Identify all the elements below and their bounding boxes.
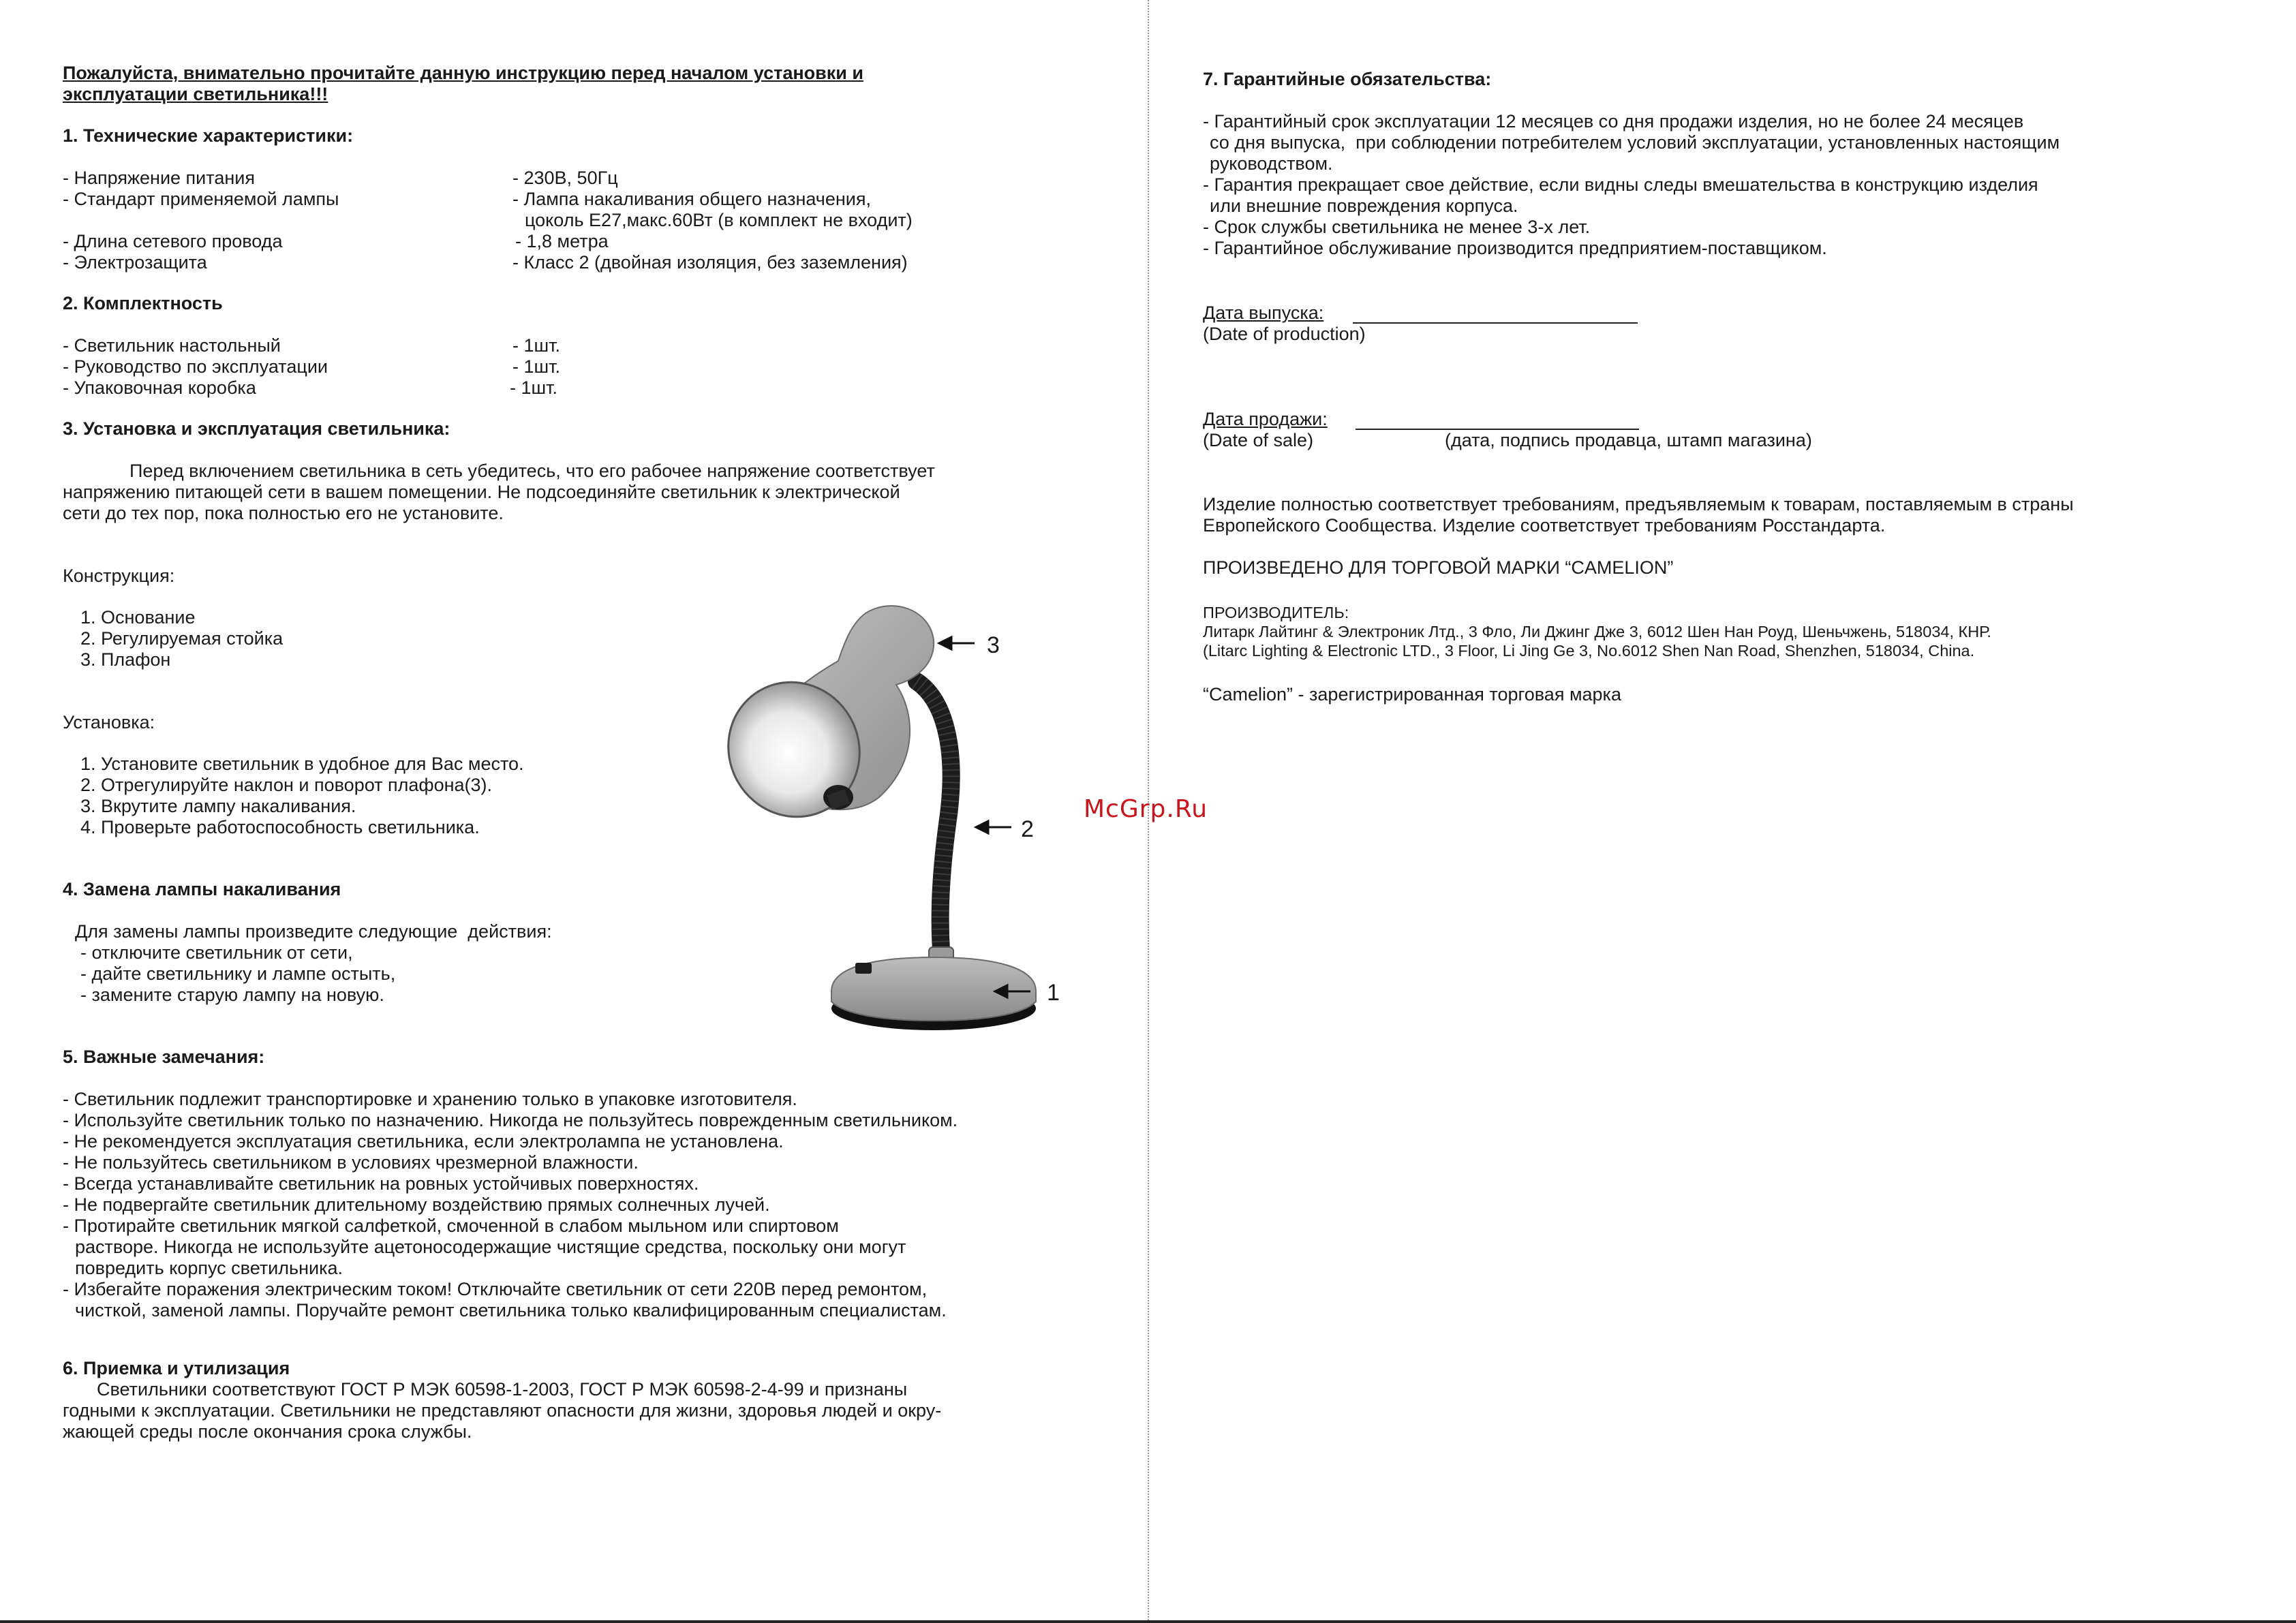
lamp-neck [917, 681, 951, 961]
s4-line: - дайте светильнику и лампе остыть, [80, 963, 396, 984]
s7-line: - Гарантийное обслуживание производится предприятием-поставщиком. [1203, 238, 1827, 258]
section-6-title: 6. Приемка и утилизация [63, 1358, 290, 1378]
s5-line: - Не пользуйтесь светильником в условиях чрезмерной влажности. [63, 1152, 639, 1173]
construction-item: 3. Плафон [80, 649, 171, 670]
s5-line: чисткой, заменой лампы. Поручайте ремонт светильника только квалифицированным специалистам. [75, 1300, 947, 1320]
s7-line: - Гарантия прекращает свое действие, если видны следы вмешательства в конструкцию изделия [1203, 174, 2038, 195]
compliance-line: Изделие полностью соответствует требованиям, предъявляемым к товарам, поставляемым в страны [1203, 494, 2074, 514]
manufacturer-label: ПРОИЗВОДИТЕЛЬ: [1203, 604, 1349, 621]
figure-label-base: 1 [1047, 980, 1060, 1006]
s4-line: - отключите светильник от сети, [80, 942, 353, 963]
install-item: 1. Установите светильник в удобное для Вас место. [80, 754, 524, 774]
figure-label-shade: 3 [987, 632, 1000, 658]
section-5-title: 5. Важные замечания: [63, 1047, 265, 1067]
production-date-en: (Date of production) [1203, 324, 1366, 344]
construction-item: 2. Регулируемая стойка [80, 628, 284, 649]
s6-line: годными к эксплуатации. Светильники не представляют опасности для жизни, здоровья людей и окру- [63, 1400, 942, 1421]
construction-item: 1. Основание [80, 607, 196, 628]
manufacturer-ru: Литарк Лайтинг & Электроник Лтд., 3 Фло, Ли Джинг Дже 3, 6012 Шен Нан Роуд, Шеньчжень, 518034, КНР. [1203, 623, 1991, 640]
spec-value: - Класс 2 (двойная изоляция, без заземления) [512, 252, 908, 273]
spec-value: - Лампа накаливания общего назначения, [512, 189, 871, 209]
s7-line: или внешние повреждения корпуса. [1210, 196, 1518, 216]
figure-label-stand: 2 [1021, 816, 1034, 842]
install-item: 4. Проверьте работоспособность светильника. [80, 817, 480, 837]
s7-line: - Срок службы светильника не менее 3-х лет. [1203, 217, 1591, 237]
s4-line: Для замены лампы произведите следующие действия: [75, 921, 552, 942]
install-item: 2. Отрегулируйте наклон и поворот плафона(3). [80, 775, 493, 795]
bottom-edge-rule [0, 1620, 2296, 1623]
s5-line: - Не подвергайте светильник длительному воздействию прямых солнечных лучей. [63, 1194, 770, 1215]
s3-para-line: напряжению питающей сети в вашем помещении. Не подсоединяйте светильник к электрической [63, 482, 900, 502]
production-date-line [1353, 322, 1638, 324]
s7-line: руководством. [1210, 153, 1333, 174]
spec-value: - 1,8 метра [515, 231, 609, 251]
sale-date-label: Дата продажи: [1203, 409, 1328, 429]
s4-line: - замените старую лампу на новую. [80, 985, 384, 1005]
s3-para-line: сети до тех пор, пока полностью его не установите. [63, 503, 504, 523]
spec-label: - Напряжение питания [63, 168, 255, 188]
s5-line: - Протирайте светильник мягкой салфеткой, смоченной в слабом мыльном или спиртовом [63, 1216, 839, 1236]
brand-line: ПРОИЗВЕДЕНО ДЛЯ ТОРГОВОЙ МАРКИ “CAMELION” [1203, 557, 1674, 578]
lamp-switch [855, 963, 872, 974]
construction-label: Конструкция: [63, 566, 175, 586]
section-7-title: 7. Гарантийные обязательства: [1203, 69, 1492, 89]
section-1-title: 1. Технические характеристики: [63, 125, 354, 146]
install-label: Установка: [63, 712, 155, 732]
spec-value: - 230В, 50Гц [512, 168, 618, 188]
s5-line: повредить корпус светильника. [75, 1258, 343, 1278]
manufacturer-en: (Litarc Lighting & Electronic LTD., 3 Floor, Li Jing Ge 3, No.6012 Shen Nan Road, Shenzhen, 518034, China. [1203, 642, 1975, 660]
s5-line: - Используйте светильник только по назначению. Никогда не пользуйтесь поврежденным светильником. [63, 1110, 958, 1130]
kit-value: - 1шт. [510, 377, 558, 398]
kit-label: - Руководство по эксплуатации [63, 356, 328, 377]
section-2-title: 2. Комплектность [63, 293, 223, 313]
sale-date-note: (дата, подпись продавца, штамп магазина) [1445, 430, 1812, 450]
s6-line: Светильники соответствуют ГОСТ Р МЭК 60598-1-2003, ГОСТ Р МЭК 60598-2-4-99 и признаны [97, 1379, 908, 1400]
s5-line: - Всегда устанавливайте светильник на ровных устойчивых поверхностях. [63, 1173, 699, 1194]
kit-label: - Упаковочная коробка [63, 377, 256, 398]
intro-line-2: эксплуатации светильника!!! [63, 84, 328, 104]
trademark-line: “Camelion” - зарегистрированная торговая марка [1203, 684, 1621, 705]
s3-para-line: Перед включением светильника в сеть убедитесь, что его рабочее напряжение соответствует [129, 461, 935, 481]
s7-line: - Гарантийный срок эксплуатации 12 месяцев со дня продажи изделия, но не более 24 месяцев [1203, 111, 2024, 132]
s5-line: - Не рекомендуется эксплуатация светильника, если электролампа не установлена. [63, 1131, 784, 1151]
section-4-title: 4. Замена лампы накаливания [63, 879, 341, 899]
kit-label: - Светильник настольный [63, 335, 281, 356]
spec-label: - Стандарт применяемой лампы [63, 189, 339, 209]
intro-line-1: Пожалуйста, внимательно прочитайте данную инструкцию перед началом установки и [63, 63, 863, 83]
s7-line: со дня выпуска, при соблюдении потребителем условий эксплуатации, установленных настоящим [1210, 132, 2060, 153]
spec-label: - Длина сетевого провода [63, 231, 283, 251]
spec-value: цоколь E27,макс.60Вт (в комплект не входит) [525, 210, 913, 230]
s5-line: - Избегайте поражения электрическим током! Отключайте светильник от сети 220В перед ремонтом, [63, 1279, 928, 1299]
sale-date-en: (Date of sale) [1203, 430, 1314, 450]
kit-value: - 1шт. [512, 335, 561, 356]
compliance-line: Европейского Сообщества. Изделие соответствует требованиям Росстандарта. [1203, 515, 1886, 536]
section-3-title: 3. Установка и эксплуатация светильника: [63, 418, 450, 439]
spec-label: - Электрозащита [63, 252, 207, 273]
s5-line: - Светильник подлежит транспортировке и хранению только в упаковке изготовителя. [63, 1089, 797, 1109]
s6-line: жающей среды после окончания срока службы. [63, 1421, 472, 1442]
kit-value: - 1шт. [512, 356, 561, 377]
watermark: McGrp.Ru [1084, 795, 1208, 823]
s5-line: растворе. Никогда не используйте ацетоносодержащие чистящие средства, поскольку они могут [75, 1237, 906, 1257]
install-item: 3. Вкрутите лампу накаливания. [80, 796, 356, 816]
production-date-label: Дата выпуска: [1203, 303, 1324, 323]
